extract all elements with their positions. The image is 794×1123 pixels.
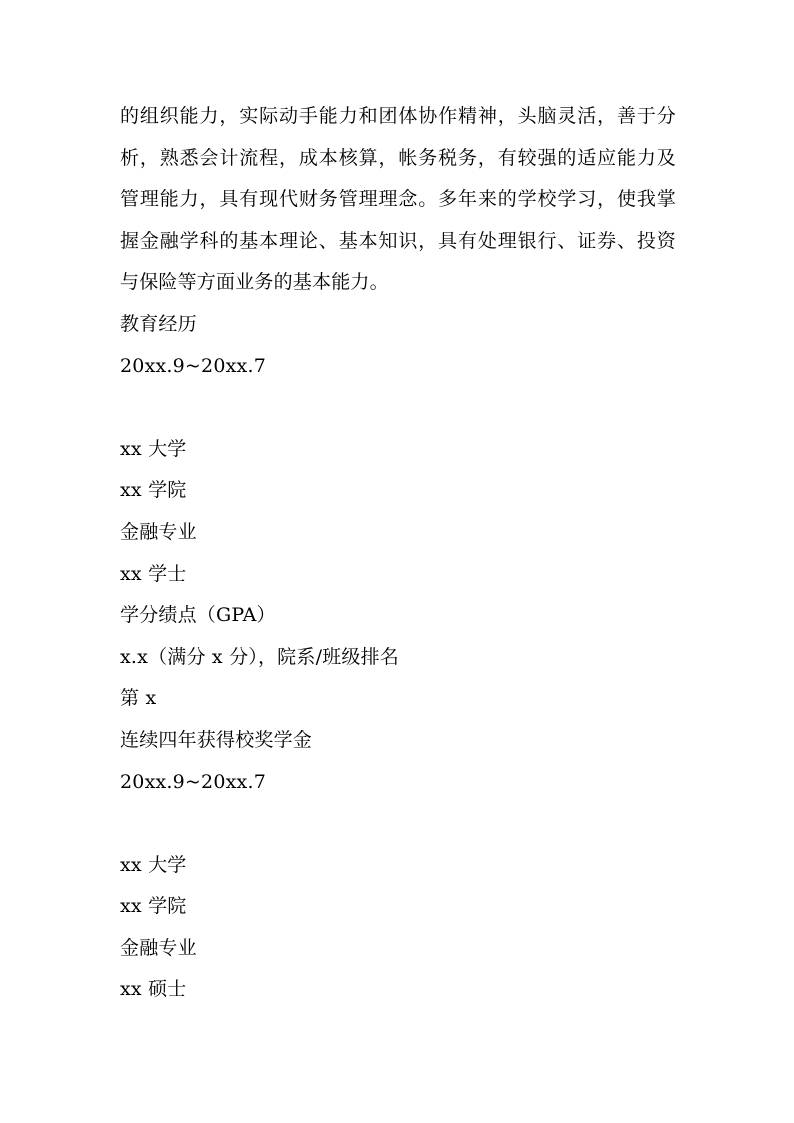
blank-line <box>120 803 676 845</box>
entry-college: xx 学院 <box>120 895 187 918</box>
entry-degree: xx 学士 <box>120 562 187 585</box>
entry-rank: 第 x <box>120 687 157 710</box>
intro-paragraph: 的组织能力，实际动手能力和团体协作精神，头脑灵活，善于分析，熟悉会计流程，成本核算，帐务税务，有较强的适应能力及管理能力，具有现代财务管理理念。多年来的学校学习，使我掌握金融学科的基本理论、基本知识，具有处理银行、证券、投资与保险等方面业务的基本能力。 <box>120 105 676 294</box>
entry-major: 金融专业 <box>120 936 197 959</box>
education-entry <box>120 762 676 1012</box>
entry-period: 20xx.9~20xx.7 <box>120 354 266 377</box>
entry-gpa-label: 学分绩点（GPA） <box>120 604 276 627</box>
entry-university: xx 大学 <box>120 437 187 460</box>
entry-degree: xx 硕士 <box>120 978 187 1001</box>
entry-period: 20xx.9~20xx.7 <box>120 770 266 793</box>
entry-university: xx 大学 <box>120 853 187 876</box>
blank-line <box>120 387 676 429</box>
entry-major: 金融专业 <box>120 520 197 543</box>
entry-college: xx 学院 <box>120 479 187 502</box>
document-body <box>120 96 676 1011</box>
section-heading: 教育经历 <box>120 312 197 335</box>
education-entry <box>120 346 676 762</box>
entry-gpa-value: x.x（满分 x 分），院系/班级排名 <box>120 645 399 668</box>
entry-award: 连续四年获得校奖学金 <box>120 728 313 751</box>
